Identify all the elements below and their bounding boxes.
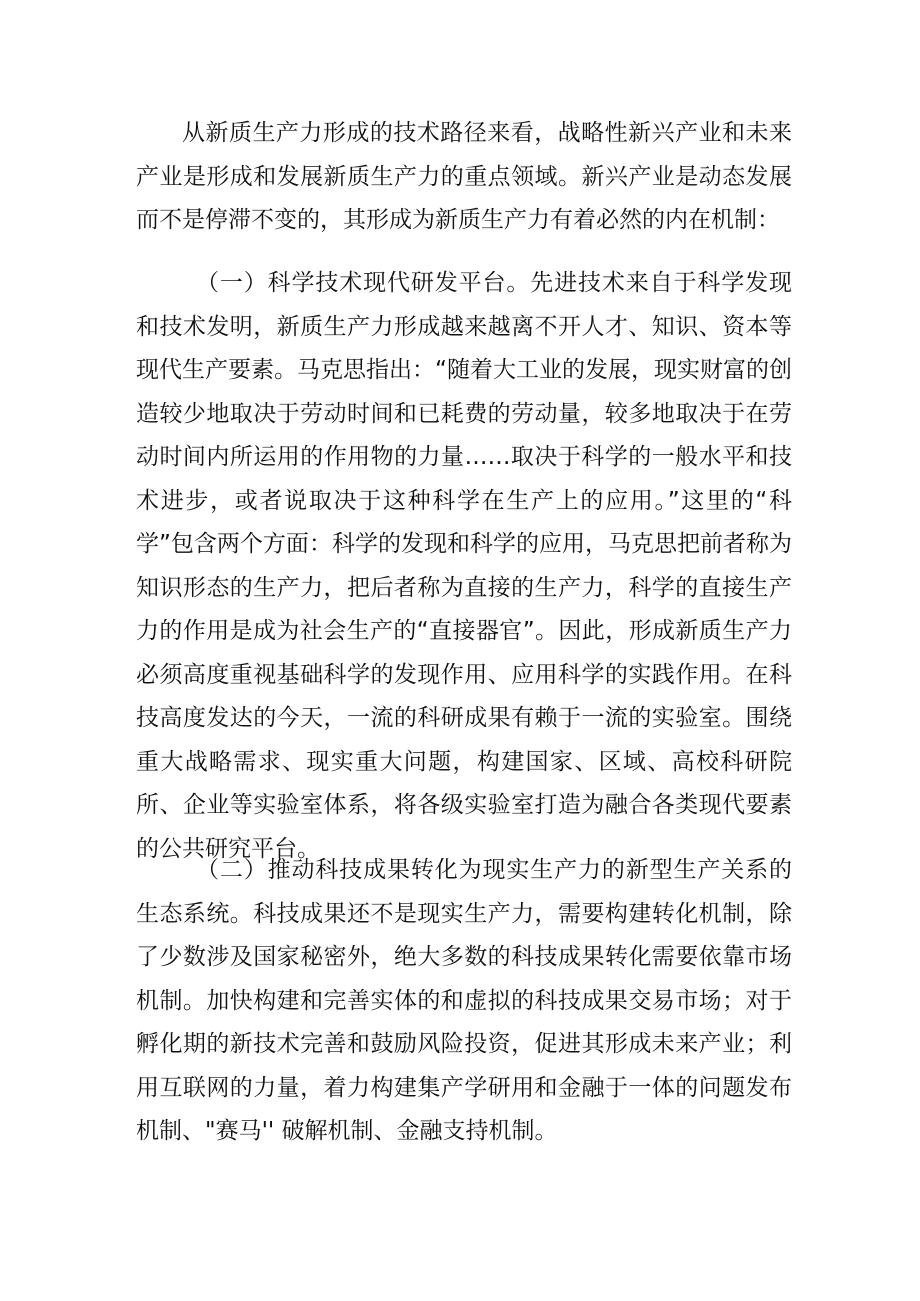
paragraph-section-1: （一）科学技术现代研发平台。先进技术来自于科学发现和技术发明，新质生产力形成越来越离不开人才、知识、资本等现代生产要素。马克思指出：“随着大工业的发展，现实财富的创造较少地取决于劳动时间和已耗费的劳动量，较多地取决于在劳动时间内所运用的作用物的力量……取决于科学的一般水平和技术进步，或者说取决于这种科学在生产上的应用。”这里的“科学”包含两个方面：科学的发现和科学的应用，马克思把前者称为知识形态的生产力，把后者称为直接的生产力，科学的直接生产力的作用是成为社会生产的“直接器官”。因此，形成新质生产力必须高度重视基础科学的发现作用、应用科学的实践作用。在科技高度发达的今天，一流的科研成果有赖于一流的实验室。围绕重大战略需求、现实重大问题，构建国家、区域、高校科研院所、企业等实验室体系，将各级实验室打造为融合各类现代要素的公共研究平台。: [136, 270, 792, 862]
paragraph-section-2: （二）推动科技成果转化为现实生产力的新型生产关系的生态系统。科技成果还不是现实生产力，需要构建转化机制，除了少数涉及国家秘密外，绝大多数的科技成果转化需要依靠市场机制。加快构建和完善实体的和虚拟的科技成果交易市场；对于孵化期的新技术完善和鼓励风险投资，促进其形成未来产业；利用互联网的力量，着力构建集产学研用和金融于一体的问题发布机制、"赛马'' 破解机制、金融支持机制。: [136, 857, 792, 1144]
paragraph-intro: 从新质生产力形成的技术路径来看，战略性新兴产业和未来产业是形成和发展新质生产力的重点领域。新兴产业是动态发展而不是停滞不变的，其形成为新质生产力有着必然的内在机制：: [136, 120, 792, 233]
